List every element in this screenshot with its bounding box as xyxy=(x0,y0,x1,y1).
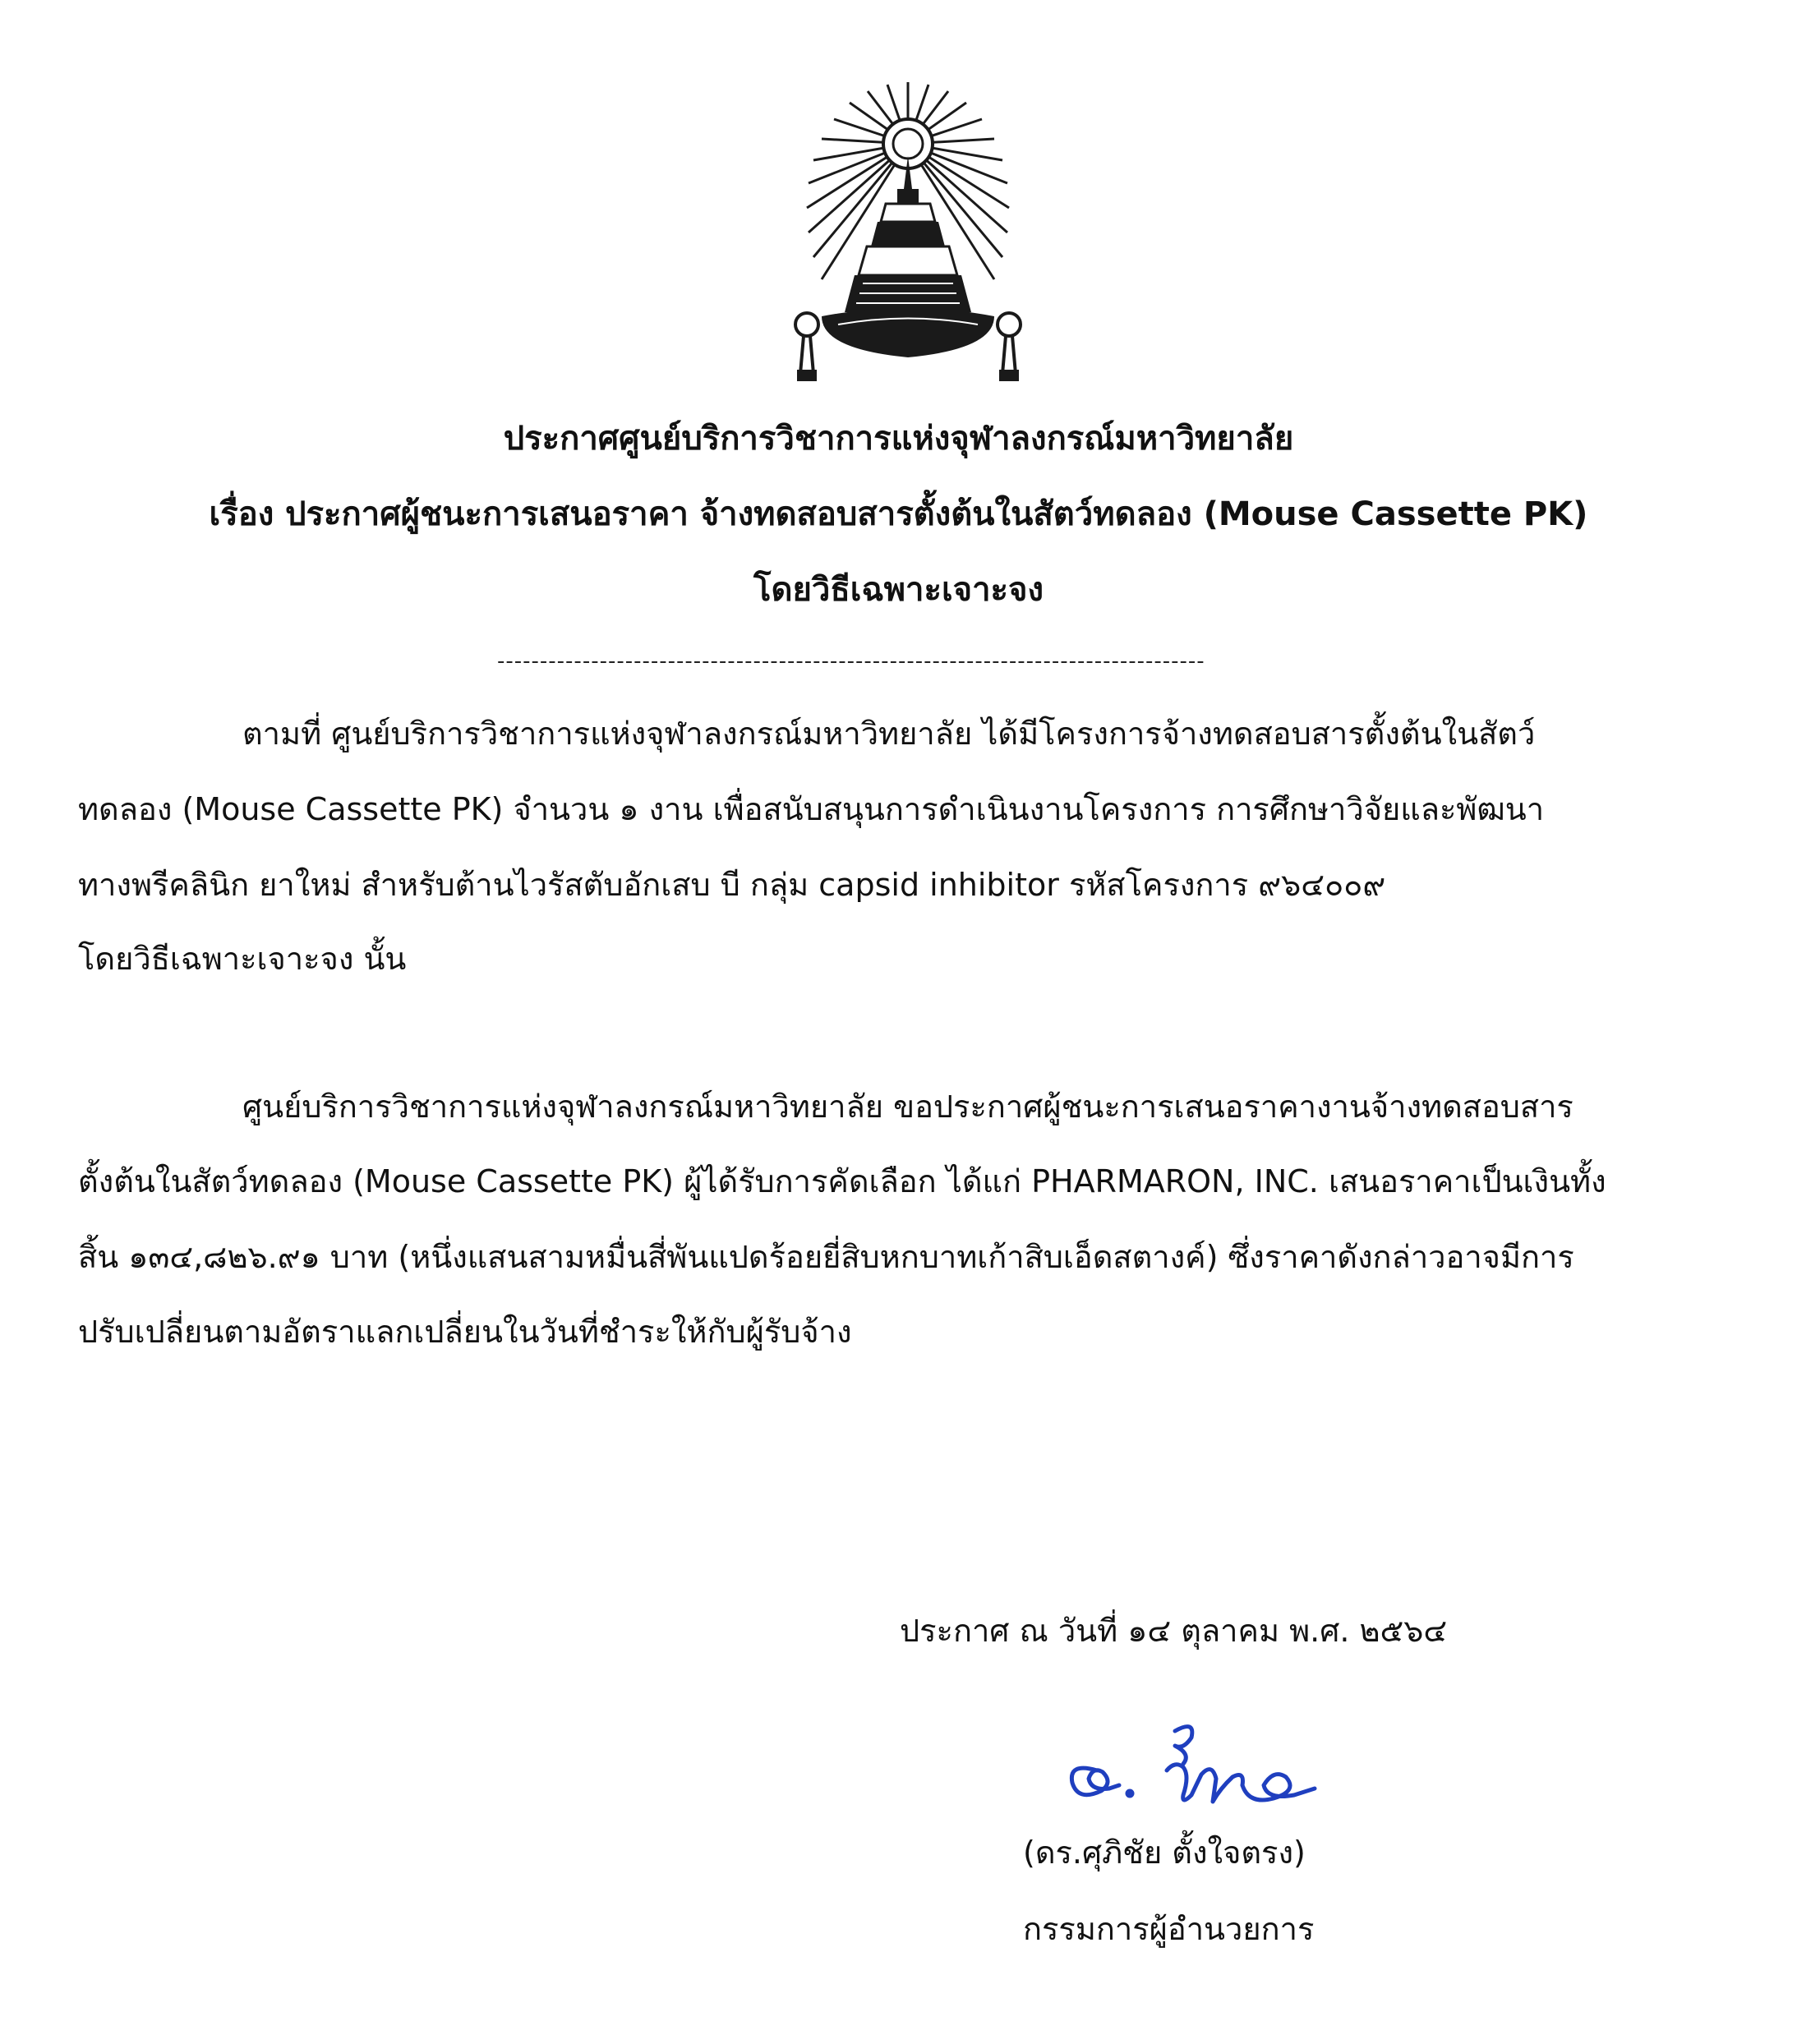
announcement-subject: เรื่อง ประกาศผู้ชนะการเสนอราคา จ้างทดสอบสารตั้งต้นในสัตว์ทดลอง (Mouse Cassette PK) xyxy=(209,495,1588,533)
announcement-title: ประกาศศูนย์บริการวิชาการแห่งจุฬาลงกรณ์มหาวิทยาลัย xyxy=(503,420,1294,458)
signer-title: กรรมการผู้อำนวยการ xyxy=(1023,1911,1315,1947)
signer-name: (ดร.ศุภิชัย ตั้งใจตรง) xyxy=(1023,1835,1306,1871)
handwritten-signature xyxy=(1052,1713,1331,1820)
paragraph1-line3: ทางพรีคลินิก ยาใหม่ สำหรับต้านไวรัสตับอักเสบ บี กลุ่ม capsid inhibitor รหัสโครงการ ๙๖๔๐๐๙ xyxy=(78,867,1386,903)
paragraph2-line1: ศูนย์บริการวิชาการแห่งจุฬาลงกรณ์มหาวิทยาลัย ขอประกาศผู้ชนะการเสนอราคางานจ้างทดสอบสาร xyxy=(242,1089,1574,1125)
paragraph2-line3: สิ้น ๑๓๔,๘๒๖.๙๑ บาท (หนึ่งแสนสามหมื่นสี่พันแปดร้อยยี่สิบหกบาทเก้าสิบเอ็ดสตางค์) ซึ่งราคาดังกล่าวอาจมีการ xyxy=(78,1239,1574,1275)
announcement-method: โดยวิธีเฉพาะเจาะจง xyxy=(753,571,1044,609)
paragraph2-line2: ตั้งต้นในสัตว์ทดลอง (Mouse Cassette PK) ผู้ได้รับการคัดเลือก ได้แก่ PHARMARON, INC. เสนอราคาเป็นเงินทั้ง xyxy=(78,1163,1606,1199)
paragraph1-line4: โดยวิธีเฉพาะเจาะจง นั้น xyxy=(78,941,407,977)
paragraph1-line1: ตามที่ ศูนย์บริการวิชาการแห่งจุฬาลงกรณ์มหาวิทยาลัย ได้มีโครงการจ้างทดสอบสารตั้งต้นในสัตว์ xyxy=(242,716,1536,752)
announcement-date: ประกาศ ณ วันที่ ๑๔ ตุลาคม พ.ศ. ๒๕๖๔ xyxy=(900,1613,1448,1649)
chulalongkorn-university-emblem-icon xyxy=(789,78,1027,403)
paragraph2-line4: ปรับเปลี่ยนตามอัตราแลกเปลี่ยนในวันที่ชำระให้กับผู้รับจ้าง xyxy=(78,1314,852,1350)
paragraph1-line2: ทดลอง (Mouse Cassette PK) จำนวน ๑ งาน เพื่อสนับสนุนการดำเนินงานโครงการ การศึกษาวิจัยและพัฒนา xyxy=(78,791,1545,827)
header-divider: ----------------------------------------------------------------------------------- xyxy=(497,649,1205,674)
